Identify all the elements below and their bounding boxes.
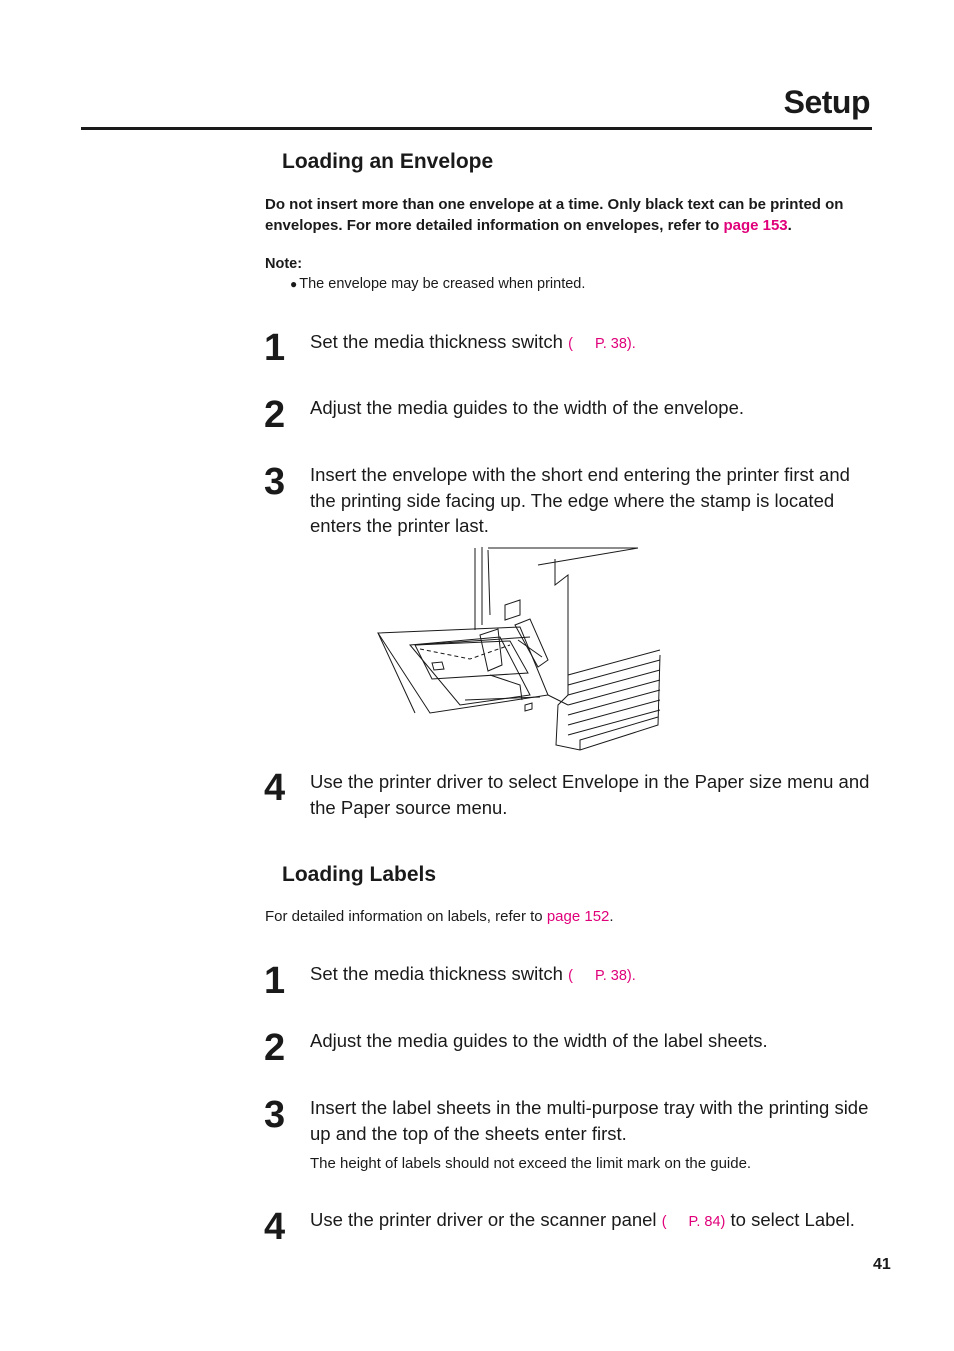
note-label: Note:: [265, 256, 303, 272]
envelope-step-1-text: [310, 329, 870, 358]
envelope-step-3-number: 3: [264, 461, 286, 503]
page-number: 41: [873, 1256, 891, 1273]
labels-step-4-text: [310, 1207, 870, 1236]
labels-step-2-text: Adjust the media guides to the width of the label sheets.: [310, 1030, 768, 1051]
labels-step-2-number: 2: [264, 1027, 286, 1069]
labels-step-4-number: 4: [264, 1206, 286, 1248]
section-heading-envelope: Loading an Envelope: [282, 150, 494, 173]
printer-envelope-illustration: [370, 545, 665, 755]
warning-text: Do not insert more than one envelope at a time. Only black text can be printed on envelopes. For more detailed information on envelopes, refer to: [265, 196, 844, 234]
envelope-step-1-number: 1: [264, 327, 286, 369]
envelope-step-2-number: 2: [264, 394, 286, 436]
note-text: The envelope may be creased when printed.: [299, 276, 586, 292]
p38-reference-link[interactable]: ( P. 38).: [568, 968, 636, 984]
envelope-step-3-text: Insert the envelope with the short end entering the printer first and the printing side facing up. The edge where the stamp is located enters the printer last.: [310, 464, 850, 536]
labels-intro-end: .: [609, 908, 614, 925]
note-item: [290, 276, 585, 292]
bullet-icon: ●: [290, 277, 298, 291]
labels-step-1-text: [310, 961, 870, 990]
labels-intro: [265, 908, 614, 925]
step-text: Set the media thickness switch: [310, 963, 563, 984]
labels-step-3-text: Insert the label sheets in the multi-purpose tray with the printing side up and the top of the sheets enter first.: [310, 1097, 869, 1144]
envelope-step-2-text: Adjust the media guides to the width of the envelope.: [310, 397, 745, 418]
page-title: Setup: [783, 84, 870, 120]
envelope-step-4-number: 4: [264, 767, 286, 809]
page-152-link[interactable]: page 152: [546, 908, 610, 925]
envelope-warning: [265, 194, 865, 236]
warning-end: .: [787, 217, 792, 234]
step-text-before: Use the printer driver or the scanner panel: [310, 1209, 657, 1230]
section-heading-labels: Loading Labels: [282, 863, 437, 886]
page-153-link[interactable]: page 153: [723, 217, 788, 234]
envelope-step-4-text: Use the printer driver to select Envelope in the Paper size menu and the Paper source menu.: [310, 771, 870, 818]
p38-reference-link[interactable]: ( P. 38).: [568, 336, 636, 352]
step-text-after: to select Label.: [730, 1209, 855, 1230]
labels-step-3-number: 3: [264, 1094, 286, 1136]
header-divider: [81, 127, 872, 130]
step-text: Set the media thickness switch: [310, 331, 563, 352]
p84-reference-link[interactable]: ( P. 84): [661, 1214, 726, 1230]
labels-intro-text: For detailed information on labels, refer to: [265, 908, 547, 925]
labels-step-3-subnote: The height of labels should not exceed the limit mark on the guide.: [310, 1155, 752, 1172]
labels-step-1-number: 1: [264, 960, 286, 1002]
